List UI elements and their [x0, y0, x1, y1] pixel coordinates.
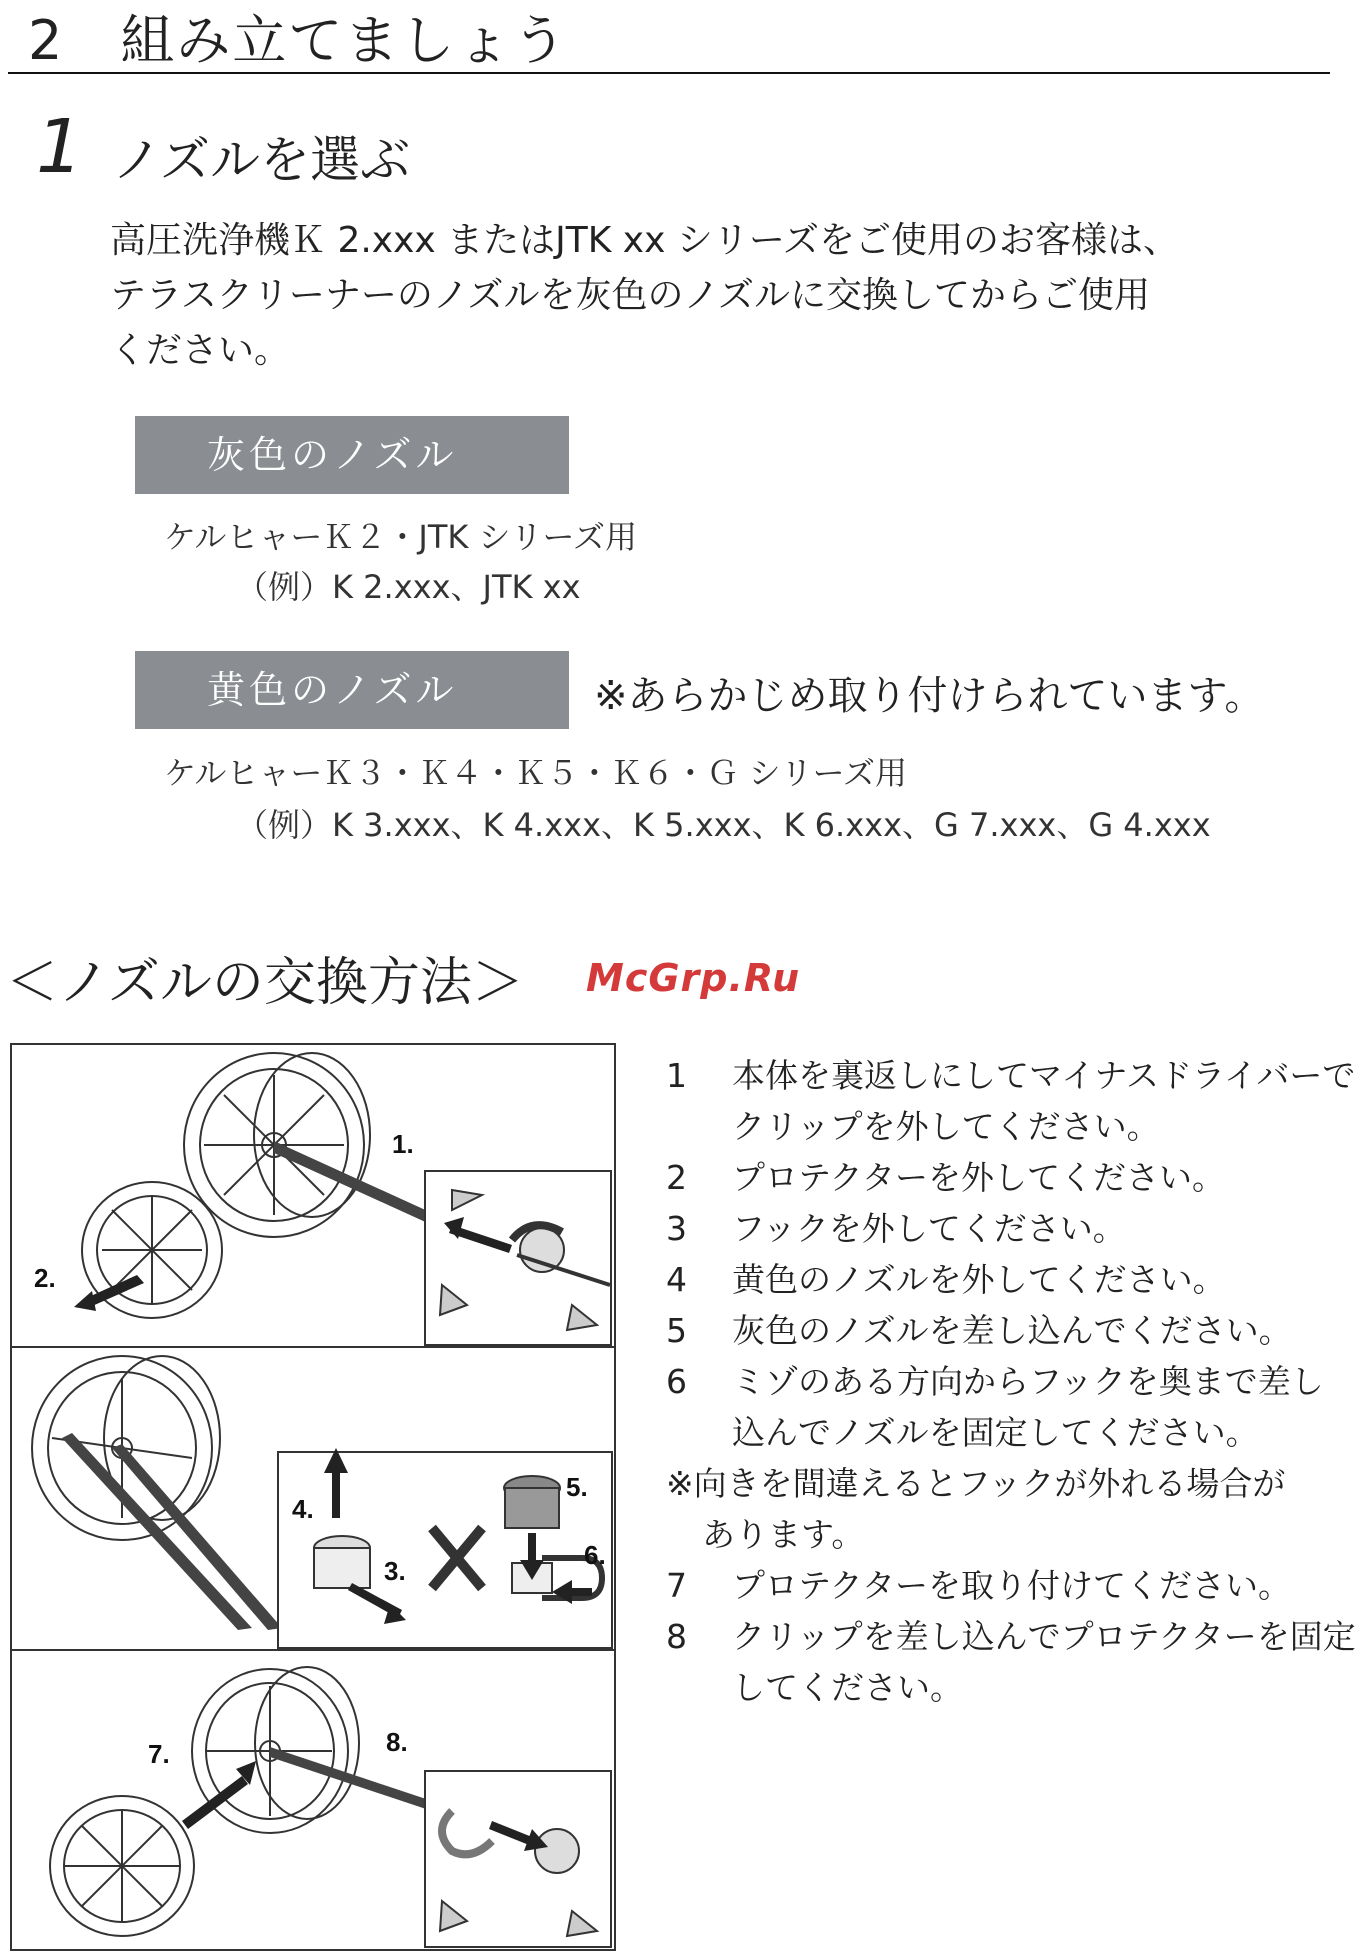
- step-item-text: ミゾのある方向からフックを奥まで差し: [732, 1362, 1324, 1401]
- section-title: 2 組み立てましょう: [28, 9, 569, 72]
- step-item-text: 黄色のノズルを外してください。: [732, 1260, 1226, 1299]
- step-item: [666, 1203, 1356, 1254]
- step-item-text: 込んでノズルを固定してください。: [732, 1413, 1259, 1452]
- step-item-text: 本体を裏返しにしてマイナスドライバーで: [732, 1056, 1356, 1095]
- step-number: 1: [36, 104, 84, 190]
- step-item-text: プロテクターを取り付けてください。: [732, 1566, 1292, 1605]
- gray-nozzle-badge: 灰色のノズル: [135, 416, 569, 494]
- step-item-text: プロテクターを外してください。: [732, 1158, 1226, 1197]
- gray-nozzle-example: （例）K 2.xxx、JTK xx: [236, 568, 581, 606]
- detail-inset-clip: [425, 1171, 611, 1345]
- cleaner-body-illustration: [32, 1356, 220, 1540]
- replacement-heading: ＜ノズルの交換方法＞: [6, 953, 524, 1013]
- step-item-text: クリップを差し込んでプロテクターを固定: [732, 1617, 1356, 1656]
- figure-label-3: 3.: [384, 1556, 406, 1586]
- intro-line: 高圧洗浄機Ｋ 2.xxx またはJTK xx シリーズをご使用のお客様は、: [110, 220, 1180, 261]
- step-item-number: 1: [666, 1056, 687, 1095]
- detail-inset-nozzle: [278, 1452, 612, 1648]
- figure-label-6: 6.: [584, 1540, 606, 1570]
- intro-line: ください。: [110, 330, 291, 371]
- step-item-text: 灰色のノズルを差し込んでください。: [732, 1311, 1292, 1350]
- intro-paragraph: [110, 213, 1350, 378]
- warning-note: あります。: [702, 1515, 865, 1554]
- intro-line: テラスクリーナーのノズルを灰色のノズルに交換してからご使用: [110, 275, 1151, 316]
- figure-label-7: 7.: [148, 1739, 170, 1769]
- step-item-number: 8: [666, 1617, 687, 1656]
- step-item-number: 3: [666, 1209, 687, 1248]
- step-item-number: 7: [666, 1566, 687, 1605]
- step-item-number: 2: [666, 1158, 687, 1197]
- figure-label-4: 4.: [292, 1494, 314, 1524]
- step-item: [666, 1254, 1356, 1305]
- step-item-text: クリップを外してください。: [732, 1107, 1160, 1146]
- step-item: [666, 1050, 1356, 1101]
- step-item-number: 6: [666, 1362, 687, 1401]
- step-item: [666, 1305, 1356, 1356]
- figure-panel-remove-protector: [12, 1045, 614, 1348]
- figure-label-2: 2.: [34, 1263, 56, 1293]
- warning-note: ※向きを間違えるとフックが外れる場合が: [666, 1464, 1286, 1503]
- watermark: McGrp.Ru: [586, 956, 801, 1000]
- replacement-steps: [666, 1050, 1356, 1713]
- yellow-nozzle-example: （例）K 3.xxx、K 4.xxx、K 5.xxx、K 6.xxx、G 7.xxx、G 4.xxx: [236, 806, 1211, 844]
- yellow-nozzle-badge: 黄色のノズル: [135, 651, 569, 729]
- assembly-figure: [10, 1043, 616, 1951]
- yellow-nozzle-note: ※あらかじめ取り付けられています。: [594, 673, 1265, 719]
- protector-illustration: [50, 1796, 194, 1936]
- figure-label-8: 8.: [386, 1727, 408, 1757]
- step-item: [666, 1356, 1356, 1407]
- step-item-text: フックを外してください。: [732, 1209, 1126, 1248]
- step-item-number: 5: [666, 1311, 687, 1350]
- step-item: [666, 1152, 1356, 1203]
- detail-inset-clip: [425, 1771, 611, 1947]
- step-item-number: 4: [666, 1260, 687, 1299]
- figure-label-1: 1.: [392, 1129, 414, 1159]
- figure-panel-reattach: [12, 1651, 614, 1951]
- step-title: ノズルを選ぶ: [112, 131, 410, 189]
- title-divider: [8, 72, 1330, 74]
- gray-nozzle-models: ケルヒャーＫ２・JTK シリーズ用: [164, 518, 637, 556]
- figure-panel-swap-nozzle: [12, 1348, 614, 1651]
- step-item: [666, 1611, 1356, 1662]
- yellow-nozzle-models: ケルヒャーＫ３・Ｋ４・Ｋ５・Ｋ６・Ｇ シリーズ用: [164, 754, 907, 792]
- figure-label-5: 5.: [566, 1472, 588, 1502]
- step-item: [666, 1560, 1356, 1611]
- step-item-text: してください。: [732, 1668, 963, 1707]
